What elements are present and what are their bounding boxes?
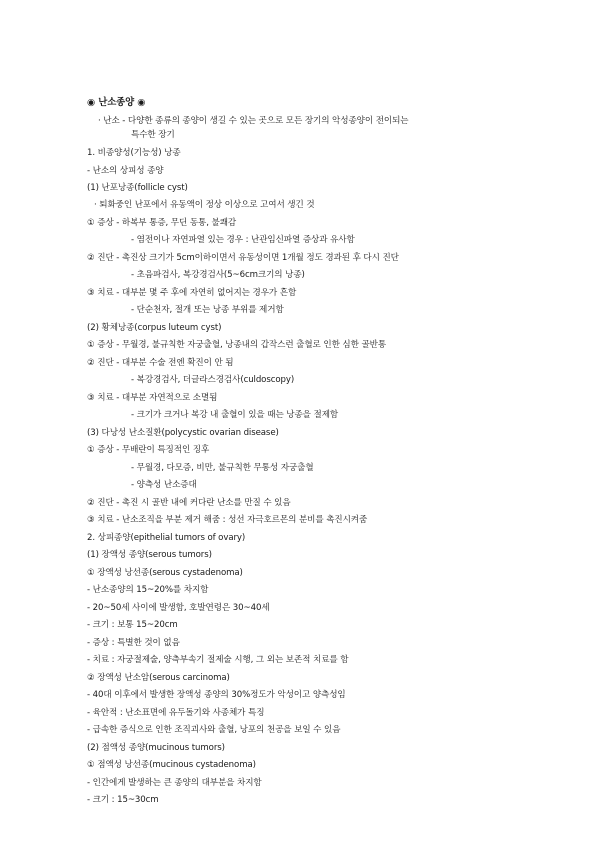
- text-line: - 초음파검사, 복강경검사(5~6cm크기의 낭종): [131, 270, 305, 280]
- text-line: - 양측성 난소증대: [131, 480, 197, 490]
- text-line: ① 점액성 낭선종(mucinous cystadenoma): [87, 760, 256, 770]
- text-line: · 퇴화중인 난포에서 유동액이 정상 이상으로 고여서 생긴 것: [94, 200, 315, 210]
- text-line: - 치료 : 자궁절제술, 양측부속기 절제술 시행, 그 외는 보존적 치료를 함: [87, 655, 349, 665]
- text-line: ① 장액성 낭선종(serous cystadenoma): [87, 568, 243, 578]
- text-line: - 단순천자, 절개 또는 낭종 부위를 제거함: [131, 305, 284, 315]
- text-line: ③ 치료 - 대부분 자연적으로 소멸됨: [87, 393, 218, 403]
- text-line: (1) 난포낭종(follicle cyst): [87, 183, 188, 193]
- text-line: - 크기 : 보통 15~20cm: [87, 620, 178, 630]
- document-title: ◉ 난소종양 ◉: [87, 97, 146, 108]
- text-line: ② 진단 - 촉진 시 골반 내에 커다란 난소를 만질 수 있음: [87, 498, 291, 508]
- text-line: ③ 치료 - 난소조직을 부분 제거 해줌 : 성선 자극호르몬의 분비를 촉진시켜줌: [87, 515, 368, 525]
- text-line: ① 증상 - 무배란이 특징적인 징후: [87, 445, 210, 455]
- text-line: - 복강경검사, 더글라스경검사(culdoscopy): [131, 375, 295, 385]
- text-line: ② 진단 - 대부분 수술 전엔 확진이 안 됨: [87, 358, 234, 368]
- text-line: - 난소의 상피성 종양: [87, 166, 164, 176]
- text-line: - 난소종양의 15~20%를 차지함: [87, 585, 209, 595]
- text-line: - 염전이나 자연파열 있는 경우 : 난관임신파열 증상과 유사함: [131, 235, 355, 245]
- text-line: (2) 황체낭종(corpus luteum cyst): [87, 323, 222, 333]
- text-line: - 크기 : 15~30cm: [87, 795, 159, 805]
- text-line: ① 증상 - 하복부 통증, 무딘 동통, 불쾌감: [87, 218, 237, 228]
- text-line: - 40대 이후에서 발생한 장액성 종양의 30%정도가 악성이고 양측성임: [87, 690, 346, 700]
- text-line: (3) 다낭성 난소질환(polycystic ovarian disease): [87, 428, 279, 438]
- text-line: 특수한 장기: [131, 130, 175, 140]
- text-line: 2. 상피종양(epithelial tumors of ovary): [87, 533, 246, 543]
- text-line: - 육안적 : 난소표면에 유두돌기와 사종체가 특징: [87, 708, 265, 718]
- text-line: ② 장액성 난소암(serous carcinoma): [87, 673, 230, 683]
- text-line: - 인간에게 발생하는 큰 종양의 대부분을 차지함: [87, 778, 262, 788]
- text-line: ② 진단 - 촉진상 크기가 5cm이하이면서 유동성이면 1개월 정도 경과된 후 다시 진단: [87, 253, 399, 263]
- text-line: (1) 장액성 종양(serous tumors): [87, 550, 212, 560]
- text-line: 1. 비종양성(기능성) 낭종: [87, 148, 181, 158]
- text-line: ① 증상 - 무월경, 불규칙한 자궁출혈, 낭종내의 갑작스런 출혈로 인한 심한 골반통: [87, 340, 387, 350]
- text-line: - 증상 : 특별한 것이 없음: [87, 638, 180, 648]
- text-line: - 크기가 크거나 복강 내 출혈이 있을 때는 낭종을 절제함: [131, 410, 339, 420]
- text-line: · 난소 - 다양한 종류의 종양이 생길 수 있는 곳으로 모든 장기의 악성종양이 전이되는: [98, 116, 409, 126]
- text-line: ③ 치료 - 대부분 몇 주 후에 자연히 없어지는 경우가 흔함: [87, 288, 297, 298]
- text-line: - 20~50세 사이에 발생함, 호발연령은 30~40세: [87, 603, 270, 613]
- text-line: - 급속한 증식으로 인한 조직괴사와 출혈, 낭포의 천공을 보일 수 있음: [87, 725, 341, 735]
- text-line: - 무월경, 다모증, 비만, 불규칙한 무통성 자궁출혈: [131, 463, 314, 473]
- text-line: (2) 점액성 종양(mucinous tumors): [87, 743, 225, 753]
